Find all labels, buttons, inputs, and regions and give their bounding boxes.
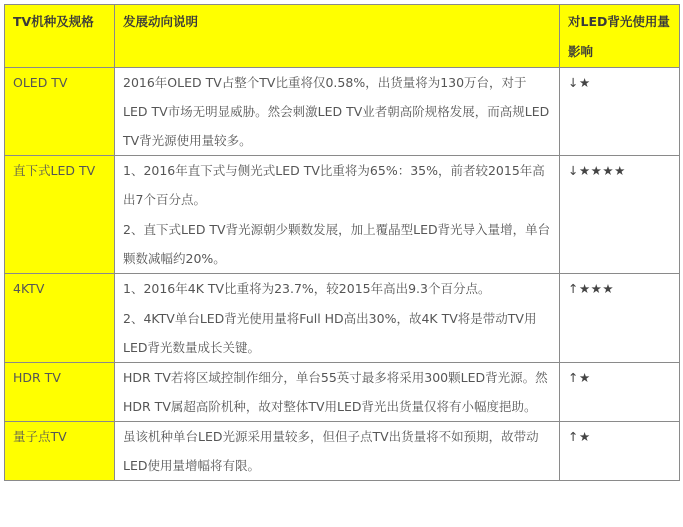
led-backlight-impact-table — [4, 4, 680, 481]
impact-rating-cell: ↓★★★★ — [560, 156, 680, 274]
table-row — [5, 68, 680, 156]
trend-description-cell — [115, 363, 560, 422]
table-row — [5, 363, 680, 422]
impact-rating-cell: ↓★ — [560, 68, 680, 156]
trend-paragraph: 2、直下式LED TV背光源朝少颗数发展，加上覆晶型LED背光导入量增，单台颗数减幅约20%。 — [123, 222, 551, 266]
impact-rating-cell: ↑★ — [560, 422, 680, 481]
impact-rating-cell: ↑★ — [560, 363, 680, 422]
header-development-trend: 发展动向说明 — [115, 5, 560, 68]
tv-type-cell: OLED TV — [5, 68, 115, 156]
trend-paragraph: 2、4KTV单台LED背光使用量将Full HD高出30%，故4K TV将是带动TV用LED背光数量成长关键。 — [123, 311, 537, 355]
watermark-logo — [617, 495, 657, 513]
trend-description-cell — [115, 68, 560, 156]
tv-type-cell: 4KTV — [5, 274, 115, 363]
table-header-row — [5, 5, 680, 68]
tv-type-cell: HDR TV — [5, 363, 115, 422]
table-row — [5, 422, 680, 481]
trend-paragraph: HDR TV若将区域控制作细分，单台55英寸最多将采用300颗LED背光源。然HDR TV属超高阶机种，故对整体TV用LED背光出货量仅将有小幅度挹助。 — [123, 370, 548, 414]
impact-rating-cell: ↑★★★ — [560, 274, 680, 363]
trend-paragraph: 虽该机种单台LED光源采用量较多，但但子点TV出货量将不如预期，故带动LED使用量增幅将有限。 — [123, 429, 539, 473]
trend-description-cell — [115, 422, 560, 481]
tv-type-cell: 量子点TV — [5, 422, 115, 481]
trend-description-cell — [115, 156, 560, 274]
table-row — [5, 156, 680, 274]
trend-paragraph: 1、2016年4K TV比重将为23.7%，较2015年高出9.3个百分点。 — [123, 281, 491, 296]
tv-type-cell: 直下式LED TV — [5, 156, 115, 274]
header-tv-type: TV机种及规格 — [5, 5, 115, 68]
trend-paragraph: 2016年OLED TV占整个TV比重将仅0.58%，出货量将为130万台，对于LED TV市场无明显威胁。然会刺激LED TV业者朝高阶规格发展，而高规LED TV背光源使用量较多。 — [123, 75, 550, 148]
table-row — [5, 274, 680, 363]
trend-paragraph: 1、2016年直下式与侧光式LED TV比重将为65%：35%，前者较2015年高出7个百分点。 — [123, 163, 545, 207]
trend-description-cell — [115, 274, 560, 363]
header-led-impact: 对LED背光使用量影响 — [560, 5, 680, 68]
